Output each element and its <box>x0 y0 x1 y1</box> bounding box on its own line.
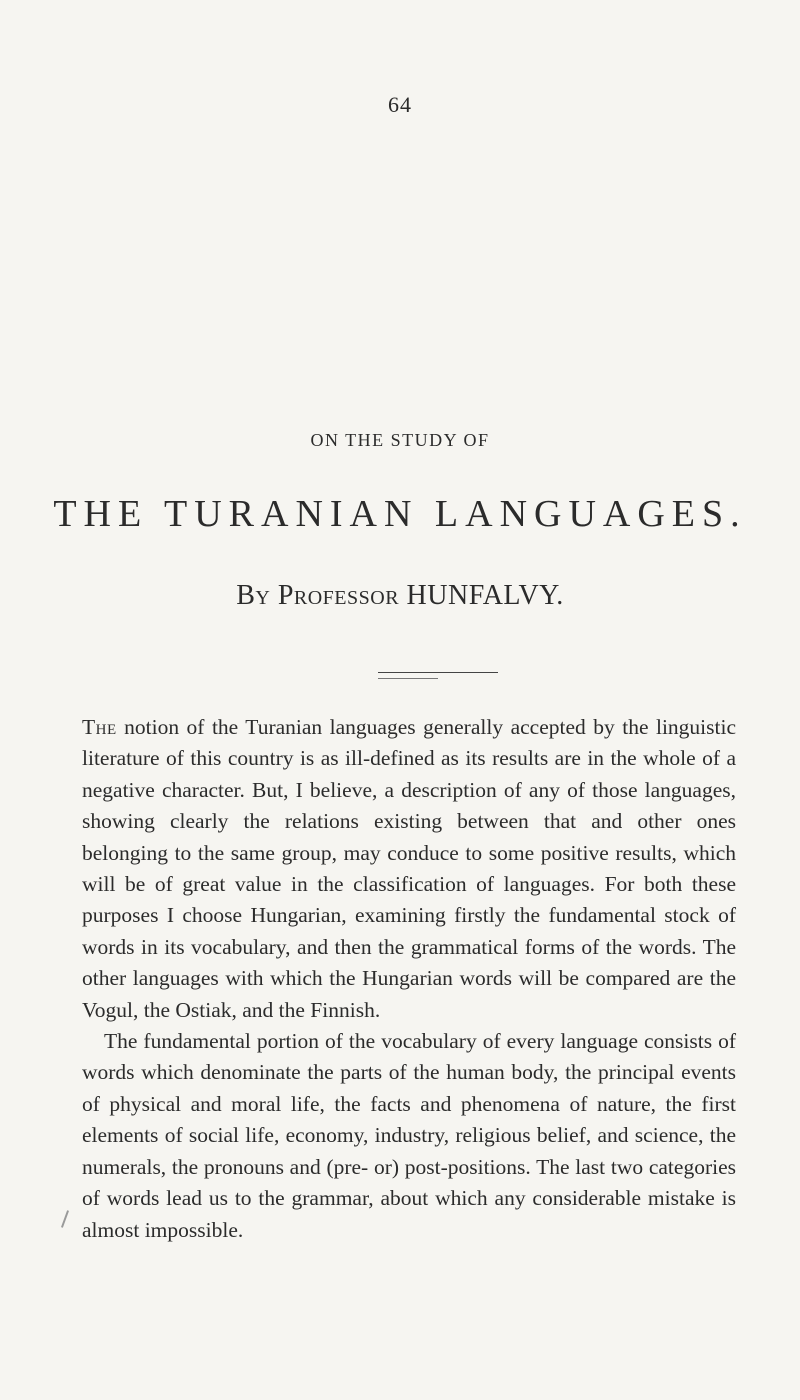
author-name: HUNFALVY. <box>406 580 564 611</box>
title-divider-underline <box>378 678 438 679</box>
page-number: 64 <box>388 92 412 117</box>
paragraph-1 <box>82 712 736 1026</box>
pre-title: ON THE STUDY OF <box>310 430 490 450</box>
margin-pencil-mark <box>61 1210 69 1228</box>
paragraph-1-text: notion of the Turanian languages generally accepted by the linguistic literature of this country is as ill-defined as its results are in the whole of a negative character. But, I believe, a description of any of those languages, showing clearly the relations existing between that and other ones belonging to the same group, may conduce to some positive results, which will be of great value in the classification of languages. For both these purposes I choose Hungarian, examining firstly the fundamental stock of words in its vocabulary, and then the grammatical forms of the words. The other languages with which the Hungarian words will be compared are the Vogul, the Ostiak, and the Finnish. <box>82 715 736 1022</box>
byline-prefix: By Professor <box>236 580 400 611</box>
byline <box>0 580 800 612</box>
body-text <box>82 712 736 1246</box>
paragraph-2: The fundamental portion of the vocabulary of every language consists of words which denominate the parts of the human body, the principal events of physical and moral life, the facts and phenomena of nature, the first elements of social life, economy, industry, religious belief, and science, the numerals, the pronouns and (pre- or) post-positions. The last two categories of words lead us to the grammar, about which any considerable mistake is almost impossible. <box>82 1029 736 1242</box>
page-title: THE TURANIAN LANGUAGES. <box>53 493 747 535</box>
title-divider <box>378 672 498 673</box>
lead-word: The <box>82 715 117 739</box>
